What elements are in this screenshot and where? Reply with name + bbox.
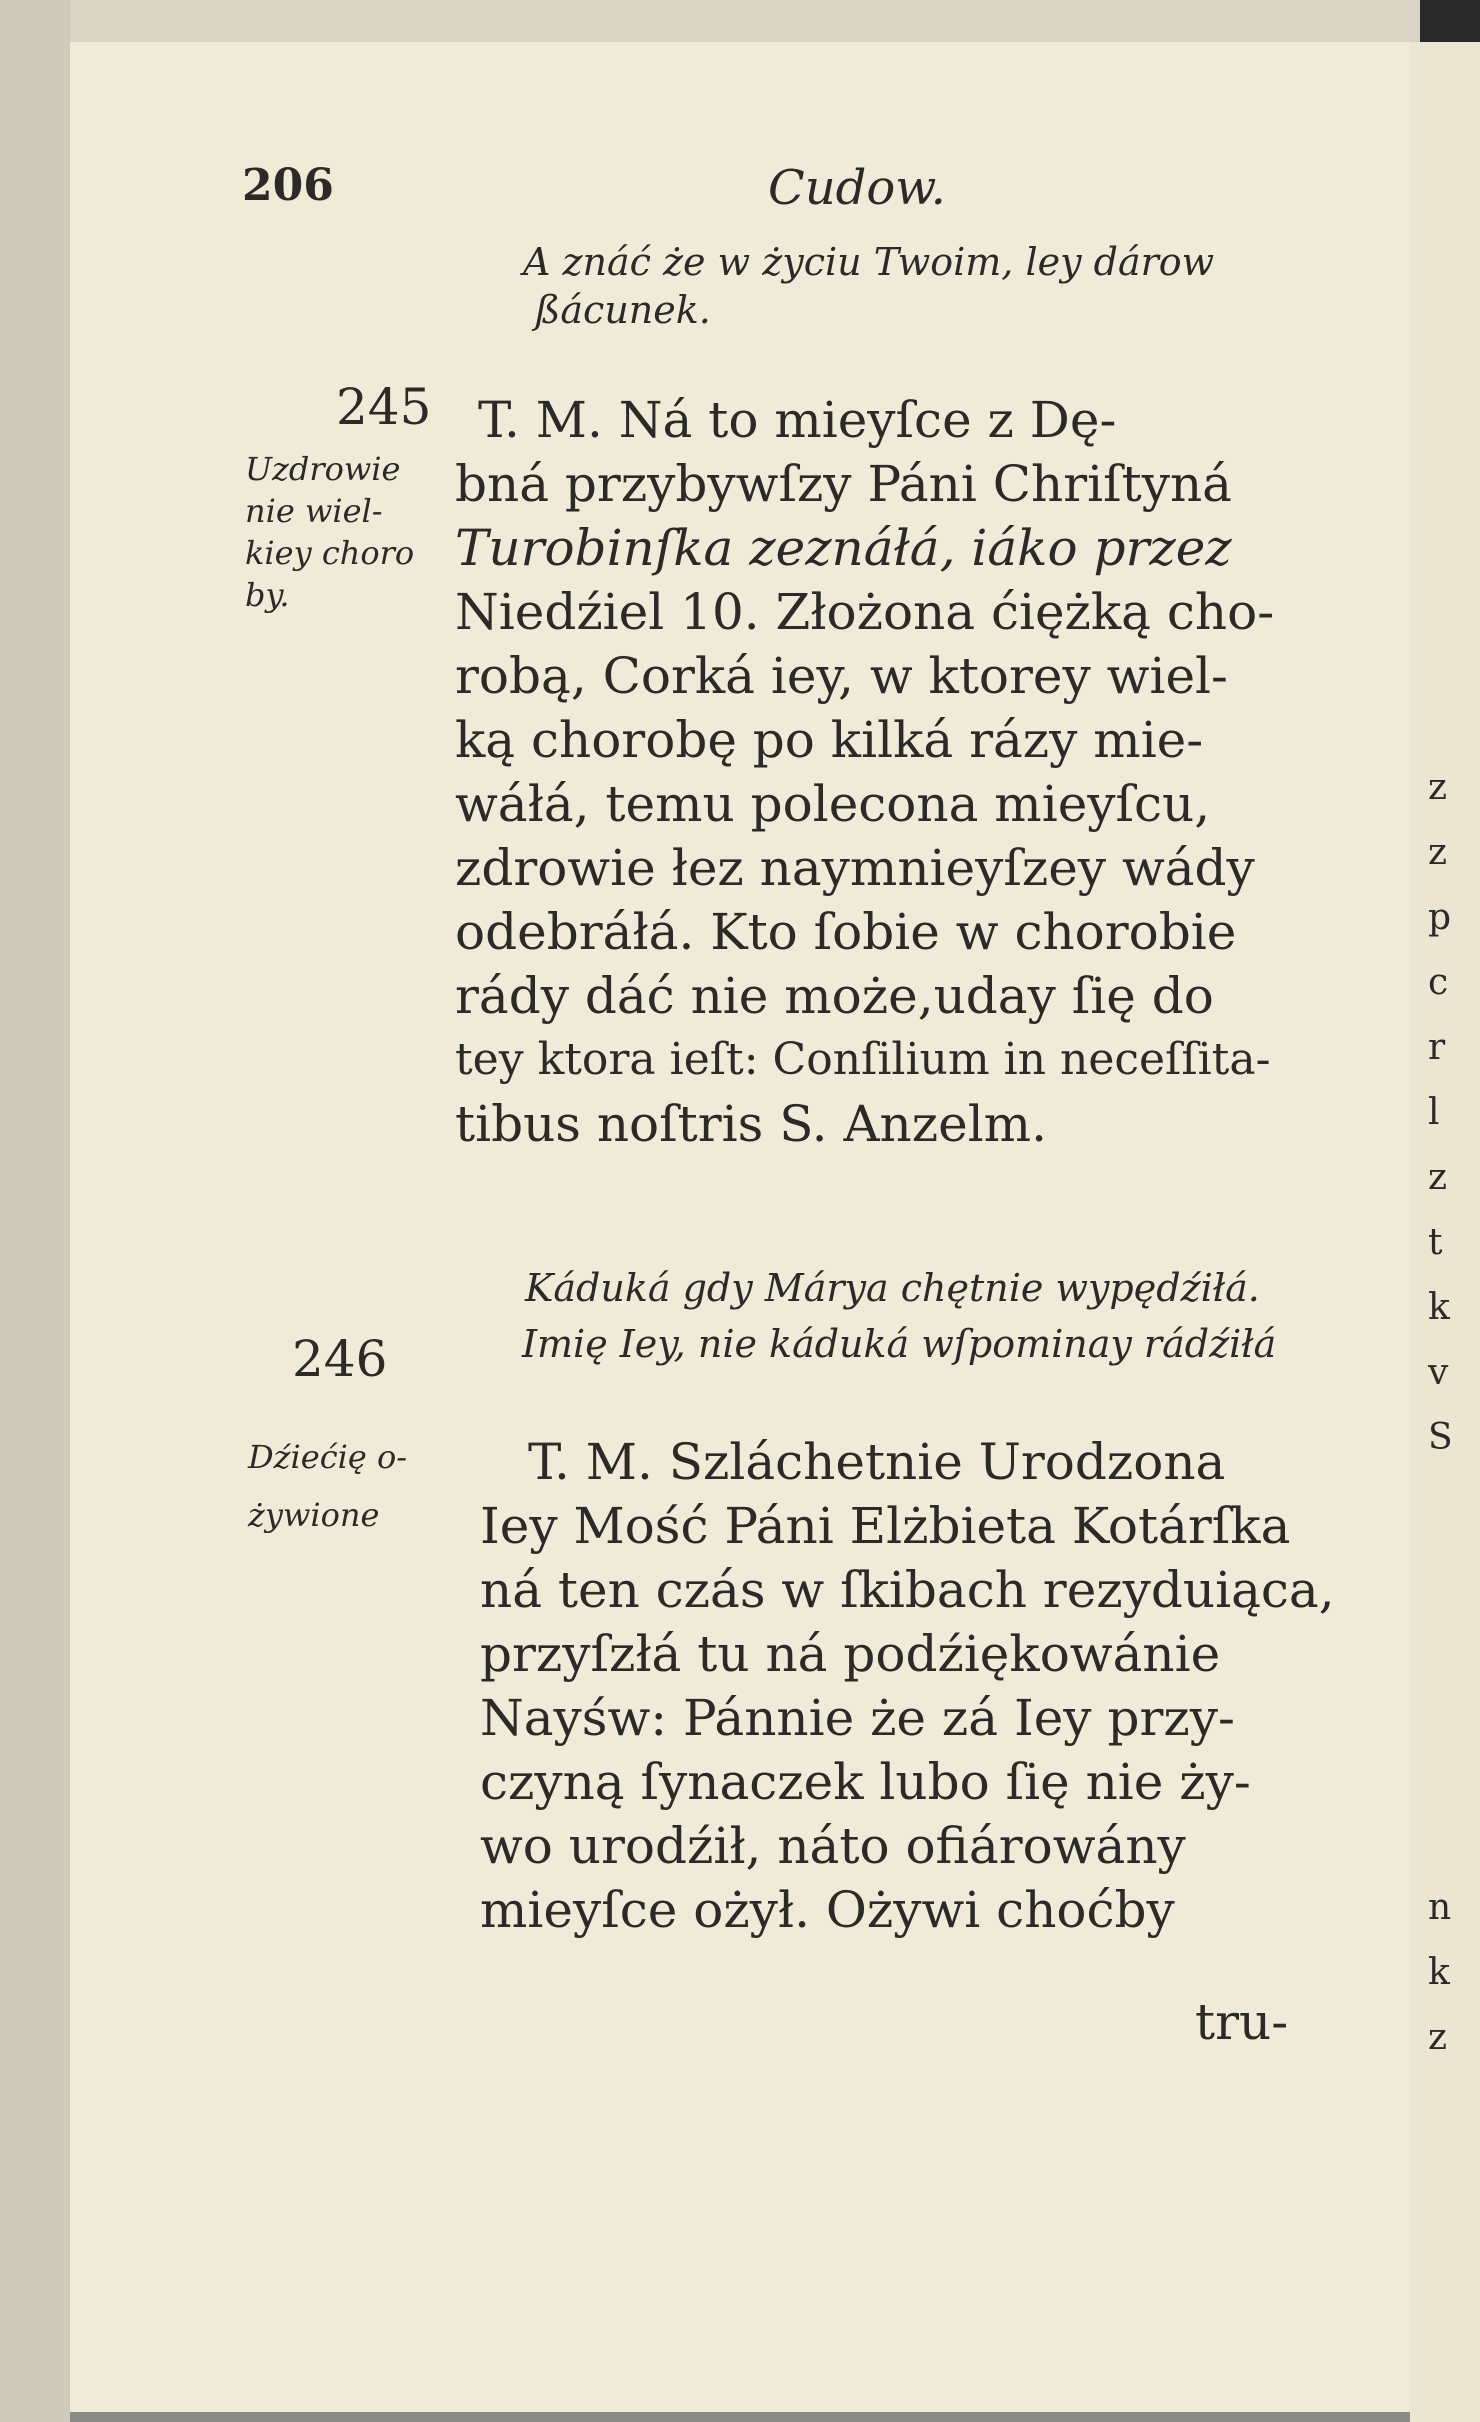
margin-note: Uzdrowie [245, 450, 401, 488]
text-line: tey ktora ieſt: Conſilium in neceſſita- [455, 1034, 1271, 1085]
margin-note: nie wiel- [245, 492, 383, 530]
entry-number: 246 [292, 1330, 388, 1388]
scan-background-left [0, 0, 70, 2422]
text-line: odebráłá. Kto ſobie w chorobie [455, 903, 1237, 961]
next-page-letter: c [1428, 962, 1449, 1003]
motto-line: ßácunek. [535, 288, 711, 332]
next-page-letter: z [1428, 1157, 1447, 1198]
text-line: czyną ſynaczek lubo ſię nie ży- [480, 1753, 1251, 1811]
text-line: Nayśw: Pánnie że zá Iey przy- [480, 1689, 1235, 1747]
text-line: wáłá, temu polecona mieyſcu, [455, 775, 1211, 833]
text-line: wo urodźił, náto ofiárowány [480, 1817, 1186, 1875]
text-line: ná ten czás w ſkibach rezyduiąca, [480, 1561, 1335, 1619]
next-page-letter: z [1428, 2017, 1447, 2058]
text-line: zdrowie łez naymnieyſzey wády [455, 839, 1255, 897]
text-line: robą, Corká iey, w ktorey wiel- [455, 647, 1228, 705]
motto-line: Káduká gdy Márya chętnie wypędźiłá. [525, 1266, 1260, 1310]
text-line: bná przybywſzy Páni Chriſtyná [455, 455, 1232, 513]
next-page-letter: k [1428, 1952, 1450, 1993]
motto-line: Imię Iey, nie káduká wſpominay rádźiłá [522, 1322, 1277, 1366]
next-page-letter: z [1428, 767, 1447, 808]
text-line: mieyſce ożył. Ożywi choćby [480, 1881, 1175, 1939]
text-line: ką chorobę po kilká rázy mie- [455, 711, 1204, 769]
running-head: Cudow. [768, 160, 946, 216]
margin-note: żywione [248, 1496, 380, 1534]
text-line: przyſzłá tu ná podźiękowánie [480, 1625, 1221, 1683]
text-line: Turobinſka zeznáłá, iáko przez [455, 519, 1232, 577]
text-line: Iey Mość Páni Elżbieta Kotárſka [480, 1497, 1291, 1555]
page-number: 206 [242, 160, 334, 211]
next-page-letter: k [1428, 1287, 1450, 1328]
margin-note: by. [245, 576, 290, 614]
scan-background-top [0, 0, 1480, 42]
next-page-letter: l [1428, 1092, 1440, 1133]
margin-note: Dźiećię o- [248, 1438, 408, 1476]
text-line: Niedźiel 10. Złożona ćiężką cho- [455, 583, 1275, 641]
margin-note: kiey choro [245, 534, 415, 572]
catchword: tru- [1195, 1993, 1289, 2051]
text-line: T. M. Ná to mieyſce z Dę- [478, 391, 1117, 449]
next-page-edge [1410, 42, 1480, 2422]
text-line: T. M. Szláchetnie Urodzona [528, 1433, 1226, 1491]
next-page-letter: z [1428, 832, 1447, 873]
next-page-letter: v [1428, 1352, 1449, 1393]
text-line: tibus noſtris S. Anzelm. [455, 1095, 1047, 1153]
next-page-letter: p [1428, 897, 1452, 938]
entry-number: 245 [336, 378, 432, 436]
next-page-letter: n [1428, 1887, 1452, 1928]
next-page-letter: S [1428, 1417, 1453, 1458]
motto-line: A znáć że w życiu Twoim, ley dárow [523, 240, 1215, 284]
next-page-letter: r [1428, 1027, 1446, 1068]
next-page-letter: t [1428, 1222, 1443, 1263]
text-line: rády dáć nie może,uday ſię do [455, 967, 1214, 1025]
scan-edge-bar [1420, 0, 1480, 44]
